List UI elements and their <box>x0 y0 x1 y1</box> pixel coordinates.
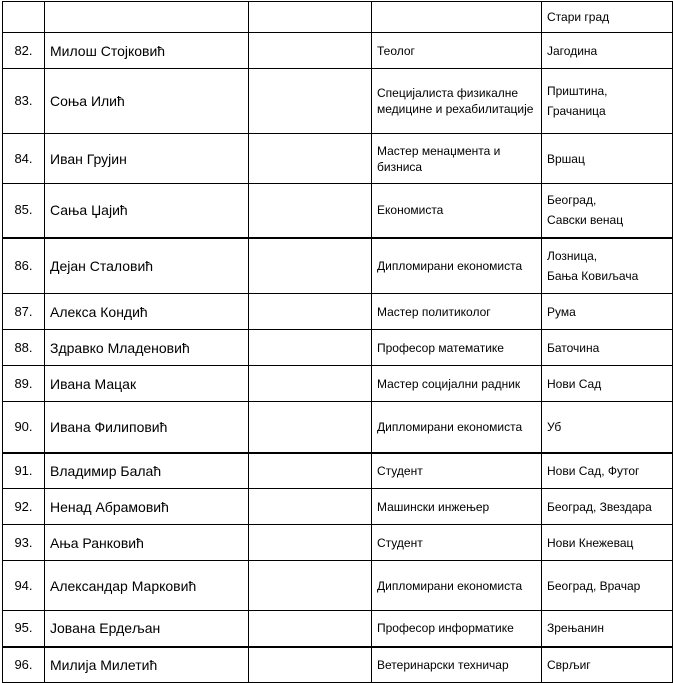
blank-cell <box>249 366 372 402</box>
row-number: 94. <box>3 561 45 611</box>
person-name: Ивана Мацак <box>45 366 249 402</box>
person-name: Дејан Сталовић <box>45 238 249 294</box>
person-name: Александар Марковић <box>45 561 249 611</box>
table-row <box>3 453 673 489</box>
city-line: Лозница, <box>547 248 598 263</box>
city-line: Јагодина <box>547 43 598 58</box>
city-cell <box>542 525 673 561</box>
city-cell <box>542 134 673 184</box>
person-name: Ивана Филиповић <box>45 402 249 453</box>
city-line: Бања Ковиљача <box>547 268 639 283</box>
city-cell <box>542 366 673 402</box>
city-line: Грачаница <box>547 104 606 118</box>
table-row <box>3 647 673 683</box>
city-cell <box>542 561 673 611</box>
city-cell <box>542 2 673 33</box>
person-name <box>45 2 249 33</box>
table-row <box>3 330 673 366</box>
city-cell <box>542 489 673 525</box>
city-line: Приштина, <box>547 84 608 98</box>
profession: Професор математике <box>372 330 542 366</box>
person-name: Иван Грујин <box>45 134 249 184</box>
row-number: 86. <box>3 238 45 294</box>
city-line: Вршац <box>547 151 585 166</box>
person-name: Соња Илић <box>45 69 249 134</box>
blank-cell <box>249 453 372 489</box>
profession: Специјалиста физикалне медицине и рехабилитације <box>372 69 542 134</box>
city-line: Баточина <box>547 340 600 355</box>
row-number: 84. <box>3 134 45 184</box>
table-row <box>3 294 673 330</box>
city-line: Сврљиг <box>547 657 591 672</box>
profession <box>372 2 542 33</box>
row-number: 83. <box>3 69 45 134</box>
blank-cell <box>249 402 372 453</box>
person-name: Алекса Кондић <box>45 294 249 330</box>
profession: Мастер менаџмента и бизниса <box>372 134 542 184</box>
profession: Теолог <box>372 33 542 69</box>
row-number: 92. <box>3 489 45 525</box>
blank-cell <box>249 330 372 366</box>
person-name: Ненад Абрамовић <box>45 489 249 525</box>
city-cell <box>542 330 673 366</box>
profession: Економиста <box>372 184 542 238</box>
city-cell <box>542 33 673 69</box>
city-cell <box>542 184 673 238</box>
table-row <box>3 402 673 453</box>
profession: Дипломирани економиста <box>372 561 542 611</box>
city-line: Нови Сад, Футог <box>547 463 640 478</box>
row-number: 90. <box>3 402 45 453</box>
table-row <box>3 489 673 525</box>
table-row <box>3 184 673 238</box>
city-line: Београд, Врачар <box>547 578 641 593</box>
blank-cell <box>249 611 372 647</box>
row-number <box>3 2 45 33</box>
person-name: Милош Стојковић <box>45 33 249 69</box>
row-number: 89. <box>3 366 45 402</box>
blank-cell <box>249 561 372 611</box>
city-line: Рума <box>547 304 576 319</box>
table-row <box>3 611 673 647</box>
person-name: Милија Милетић <box>45 647 249 683</box>
city-cell <box>542 647 673 683</box>
table-row <box>3 33 673 69</box>
profession: Мастер политиколог <box>372 294 542 330</box>
table-row <box>3 561 673 611</box>
city-cell <box>542 453 673 489</box>
row-number: 87. <box>3 294 45 330</box>
person-name: Ања Ранковић <box>45 525 249 561</box>
city-cell <box>542 294 673 330</box>
blank-cell <box>249 2 372 33</box>
profession: Машински инжењер <box>372 489 542 525</box>
blank-cell <box>249 134 372 184</box>
city-line: Стари град <box>547 10 610 24</box>
city-line: Зрењанин <box>547 621 604 636</box>
profession: Професор информатике <box>372 611 542 647</box>
blank-cell <box>249 647 372 683</box>
blank-cell <box>249 294 372 330</box>
row-number: 88. <box>3 330 45 366</box>
blank-cell <box>249 33 372 69</box>
row-number: 85. <box>3 184 45 238</box>
profession: Дипломирани економиста <box>372 238 542 294</box>
table-row <box>3 366 673 402</box>
profession: Ветеринарски техничар <box>372 647 542 683</box>
city-line: Уб <box>547 419 562 434</box>
profession: Мастер социјални радник <box>372 366 542 402</box>
person-name: Владимир Балаћ <box>45 453 249 489</box>
profession: Студент <box>372 525 542 561</box>
row-number: 93. <box>3 525 45 561</box>
table-body <box>3 2 673 683</box>
table-row <box>3 2 673 33</box>
city-cell <box>542 611 673 647</box>
profession: Студент <box>372 453 542 489</box>
row-number: 96. <box>3 647 45 683</box>
blank-cell <box>249 238 372 294</box>
person-name: Здравко Младеновић <box>45 330 249 366</box>
table-row <box>3 238 673 294</box>
table-row <box>3 134 673 184</box>
city-line: Београд, <box>547 193 597 208</box>
candidate-table <box>2 1 673 683</box>
city-line: Београд, Звездара <box>547 499 652 514</box>
blank-cell <box>249 69 372 134</box>
blank-cell <box>249 184 372 238</box>
blank-cell <box>249 489 372 525</box>
person-name: Сања Џајић <box>45 184 249 238</box>
blank-cell <box>249 525 372 561</box>
city-cell <box>542 69 673 134</box>
city-cell <box>542 402 673 453</box>
city-line: Нови Сад <box>547 376 602 391</box>
profession: Дипломирани економиста <box>372 402 542 453</box>
city-cell <box>542 238 673 294</box>
table-row <box>3 525 673 561</box>
city-line: Савски венац <box>547 213 624 228</box>
table-row <box>3 69 673 134</box>
row-number: 95. <box>3 611 45 647</box>
person-name: Јована Ердељан <box>45 611 249 647</box>
row-number: 82. <box>3 33 45 69</box>
city-line: Нови Кнежевац <box>547 535 634 550</box>
row-number: 91. <box>3 453 45 489</box>
